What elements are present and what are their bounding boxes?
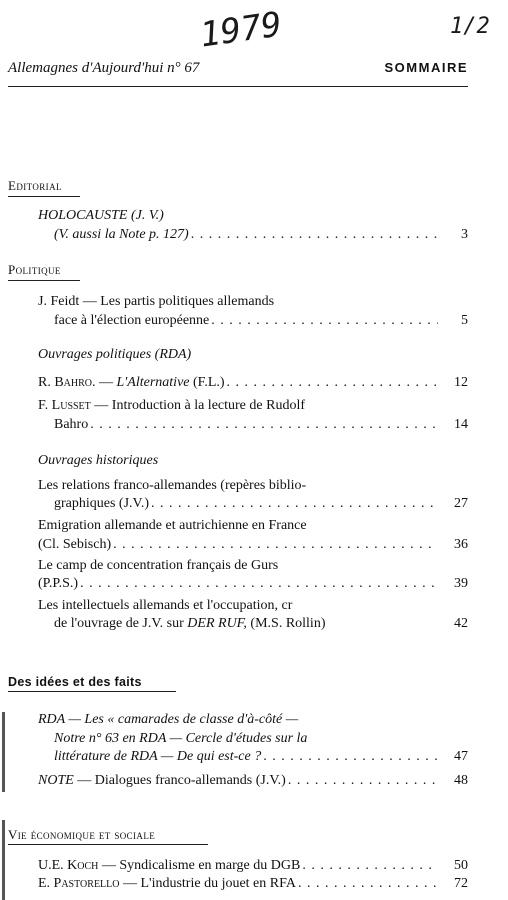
section-idees: Des idées et des faits (8, 675, 142, 689)
credit: (F.L.) (189, 375, 225, 390)
entry-lusset-line1 (38, 398, 440, 414)
author: E. Pastorello (38, 876, 120, 891)
entry-text: (P.P.S.) (38, 576, 79, 591)
author: U.E. Koch (38, 858, 99, 873)
leader-dots (227, 375, 438, 391)
entry-holocauste-title: HOLOCAUSTE (J. V.) (38, 208, 164, 223)
entry-relations-line1: Les relations franco-allemandes (repères biblio- (38, 478, 307, 493)
page-number: 47 (454, 749, 468, 764)
section-rule (8, 691, 176, 692)
leader-dots (113, 537, 438, 553)
entry-text: (V. aussi la Note p. 127) (54, 227, 189, 242)
leader-dots (90, 417, 438, 433)
entry-text: de l'ouvrage de J.V. sur (54, 616, 188, 631)
entry-pastorello (38, 876, 440, 892)
journal-title: Allemagnes d'Aujourd'hui n° 67 (8, 60, 200, 76)
page-title: SOMMAIRE (384, 60, 468, 75)
section-rule (8, 196, 80, 197)
leader-dots (211, 313, 438, 329)
subheading-ouvrages-politiques: Ouvrages politiques (RDA) (38, 347, 192, 362)
leader-dots (151, 496, 438, 512)
page-number: 39 (454, 576, 468, 591)
entry-holocauste-note (54, 227, 440, 243)
note-label: NOTE (38, 773, 74, 788)
entry-text: littérature de RDA — De qui est-ce ? (54, 749, 262, 764)
entry-intellectuels-line1: Les intellectuels allemands et l'occupation, cr (38, 598, 293, 613)
header-rule (8, 86, 468, 87)
note-text: — Dialogues franco-allemands (J.V.) (73, 773, 286, 788)
page-number: 48 (454, 773, 468, 788)
entry-rda-line1: RDA — Les « camarades de classe d'à-côté — (38, 712, 299, 727)
leader-dots (298, 876, 438, 892)
margin-mark (2, 712, 5, 792)
section-vie: Vie économique et sociale (8, 827, 156, 842)
page-number: 3 (461, 227, 468, 242)
entry-gurs-line2 (38, 576, 440, 592)
handwritten-fraction: 1/2 (450, 14, 490, 39)
entry-lusset-line2 (54, 417, 440, 433)
entry-text: face à l'élection européenne (54, 313, 210, 328)
section-politique: Politique (8, 262, 61, 277)
entry-text: Bahro (54, 417, 89, 432)
page-number: 42 (454, 616, 468, 631)
section-editorial: Editorial (8, 178, 62, 193)
entry-text: graphiques (J.V.) (54, 496, 150, 511)
section-rule (8, 280, 80, 281)
entry-emigration-line2 (38, 537, 440, 553)
entry-text (38, 858, 300, 874)
author: F. Lusset (38, 398, 91, 413)
entry-relations-line2 (54, 496, 440, 512)
section-rule (8, 844, 208, 845)
leader-dots (288, 773, 438, 789)
margin-mark (2, 820, 5, 900)
leader-dots (263, 749, 438, 765)
page-number: 5 (461, 313, 468, 328)
entry-note (38, 773, 440, 789)
entry-text: — Introduction à la lecture de Rudolf (90, 398, 305, 413)
entry-text (38, 876, 296, 892)
handwritten-year: 1979 (197, 4, 285, 56)
page-number: 72 (454, 876, 468, 891)
entry-rda-line3 (54, 749, 440, 765)
page-number: 12 (454, 375, 468, 390)
entry-gurs-line1: Le camp de concentration français de Gurs (38, 558, 279, 573)
entry-text (38, 773, 286, 789)
entry-bahro (38, 375, 440, 391)
leader-dots (302, 858, 438, 874)
leader-dots (191, 227, 438, 243)
dash: — (95, 375, 117, 390)
leader-dots (80, 576, 438, 592)
entry-rda-line2: Notre n° 63 en RDA — Cercle d'études sur la (54, 731, 308, 746)
entry-koch (38, 858, 440, 874)
entry-feidt-line1: J. Feidt — Les partis politiques allemands (38, 294, 275, 309)
work-title: L'Alternative (116, 375, 190, 390)
entry-feidt-line2 (54, 313, 440, 329)
work-title: DER RUF, (187, 616, 247, 631)
entry-text (38, 375, 225, 391)
work-title: — L'industrie du jouet en RFA (119, 876, 296, 891)
work-title: — Syndicalisme en marge du DGB (98, 858, 301, 873)
page-number: 50 (454, 858, 468, 873)
page-number: 14 (454, 417, 468, 432)
credit: (M.S. Rollin) (246, 616, 326, 631)
page-number: 27 (454, 496, 468, 511)
entry-text: (Cl. Sebisch) (38, 537, 112, 552)
page-number: 36 (454, 537, 468, 552)
entry-emigration-line1: Emigration allemande et autrichienne en France (38, 518, 307, 533)
entry-intellectuels-line2 (54, 616, 440, 632)
author: R. Bahro. (38, 375, 96, 390)
subheading-ouvrages-historiques: Ouvrages historiques (38, 453, 159, 468)
